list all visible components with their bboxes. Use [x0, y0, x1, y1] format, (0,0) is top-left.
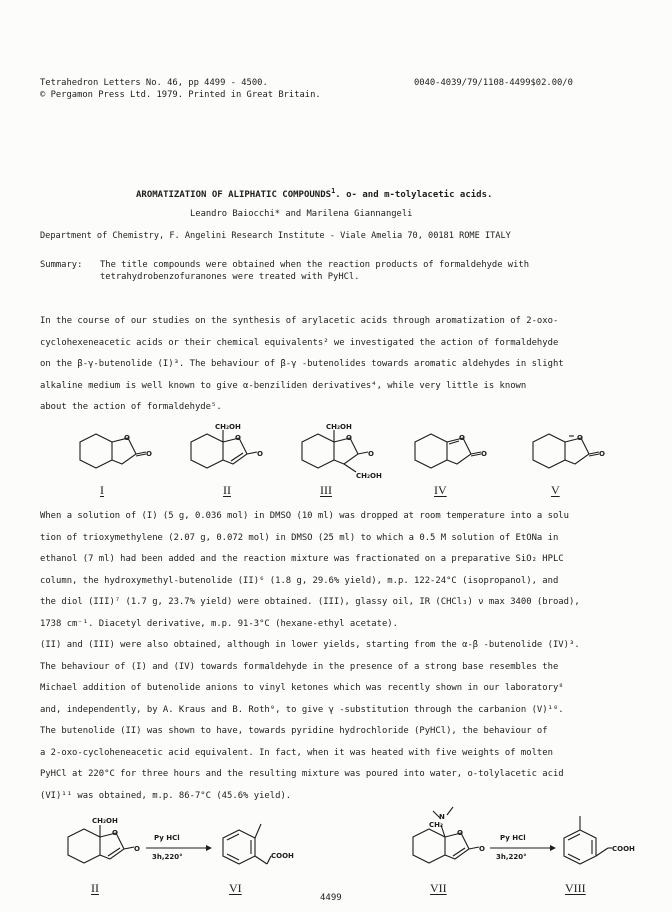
label-II: II	[223, 483, 231, 497]
reaction-arrow-2	[490, 843, 556, 853]
oxygen-atom: O	[124, 434, 130, 442]
oxygen-atom: O	[112, 829, 118, 837]
text-line: The butenolide (II) was shown to have, towards pyridine hydrochloride (PyHCl), the behaviour of	[40, 726, 548, 736]
label-III: III	[320, 483, 332, 497]
ch2oh-group: CH₂OH	[326, 423, 352, 431]
structure-I	[70, 432, 150, 487]
oxygen-atom: O	[346, 434, 352, 442]
nitrogen-atom: N	[439, 813, 445, 821]
label-IV: IV	[434, 483, 447, 497]
text-line: alkaline medium is well known to give α-benziliden derivatives⁴, while very little is known	[40, 380, 527, 391]
ch2-group: CH₂	[429, 821, 444, 829]
summary-line-1: The title compounds were obtained when the reaction products of formaldehyde with	[100, 260, 529, 270]
structure-IV	[405, 430, 485, 485]
oxygen-atom: O	[457, 829, 463, 837]
text-line: column, the hydroxymethyl-butenolide (II)⁶ (1.8 g, 29.6% yield), m.p. 122-24°C (isopropanol), and	[40, 575, 559, 586]
summary-line-2: tetrahydrobenzofuranones were treated with PyHCl.	[100, 272, 360, 282]
ch2oh-group: CH₂OH	[92, 817, 118, 825]
text-line: In the course of our studies on the synthesis of arylacetic acids through aromatization of 2-oxo-	[40, 316, 559, 326]
text-line: ethanol (7 ml) had been added and the reaction mixture was fractionated on a preparative SiO₂ HPLC	[40, 554, 564, 564]
text-line: tion of trioxymethylene (2.07 g, 0.072 mol) in DMSO (25 ml) to which a 0.5 M solution of EtONa in	[40, 532, 559, 543]
journal-citation: Tetrahedron Letters No. 46, pp 4499 - 4500.	[40, 78, 268, 88]
scheme-structure-VII	[405, 805, 495, 880]
carboxylic-acid-group: COOH	[271, 852, 294, 860]
oxygen-atom: O	[577, 434, 583, 442]
affiliation: Department of Chemistry, F. Angelini Research Institute - Viale Amelia 70, 00181 ROME ITALY	[40, 231, 511, 241]
scheme-label-VIII: VIII	[565, 881, 586, 895]
text-line: When a solution of (I) (5 g, 0.036 mol) in DMSO (10 ml) was dropped at room temperature into a solu	[40, 511, 569, 521]
text-line: (II) and (III) were also obtained, although in lower yields, starting from the α-β -butenolide (IV)³.	[40, 640, 580, 650]
intro-paragraph	[40, 311, 640, 419]
carbonyl-oxygen: O	[479, 845, 485, 853]
oxygen-atom: O	[235, 434, 241, 442]
article-title	[136, 187, 492, 200]
scheme-structure-VIII	[556, 812, 656, 877]
carbonyl-oxygen: O	[481, 450, 487, 458]
copyright-line: © Pergamon Press Ltd. 1979. Printed in Great Britain.	[40, 90, 321, 100]
carboxylic-acid-group: COOH	[612, 845, 635, 853]
experimental-paragraph	[40, 506, 640, 807]
oxygen-atom: O	[459, 434, 465, 442]
reagent-label-2: Py HCl	[500, 834, 526, 842]
carbonyl-oxygen: O	[368, 450, 374, 458]
page-number: 4499	[320, 893, 342, 903]
structure-V	[523, 430, 603, 485]
text-line: PyHCl at 220°C for three hours and the resulting mixture was poured into water, o-tolylacetic acid	[40, 769, 564, 779]
title-rest: . o- and m-tolylacetic acids.	[335, 190, 493, 200]
summary-label: Summary:	[40, 260, 83, 270]
text-line: The behaviour of (I) and (IV) towards formaldehyde in the presence of a strong base resembles the	[40, 661, 559, 672]
text-line: a 2-oxo-cycloheneacetic acid equivalent. In fact, when it was heated with five weights of molten	[40, 747, 553, 758]
text-line: cyclohexeneacetic acids or their chemical equivalents² we investigated the action of formaldehyde	[40, 337, 559, 348]
scheme-label-VI: VI	[229, 881, 242, 895]
text-line: the diol (III)⁷ (1.7 g, 23.7% yield) were obtained. (III), glassy oil, IR (CHCl₃) ν max 3400 (broad),	[40, 597, 580, 607]
structure-III	[296, 424, 396, 484]
carbonyl-oxygen: O	[146, 450, 152, 458]
reagent-label: Py HCl	[154, 834, 180, 842]
text-line: and, independently, by A. Kraus and B. Roth⁹, to give γ -substitution through the carbanion (V)¹⁰.	[40, 704, 564, 715]
text-line: about the action of formaldehyde⁵.	[40, 402, 222, 412]
reaction-arrow	[146, 843, 212, 853]
scheme-structure-II	[60, 815, 150, 880]
text-line: Michael addition of butenolide anions to vinyl ketones which was recently shown in our laboratory⁸	[40, 683, 564, 693]
text-line: on the β-γ-butenolide (I)³. The behaviour of β-γ -butenolides towards aromatic aldehydes in slight	[40, 359, 564, 369]
conditions-label-2: 3h,220°	[496, 853, 527, 861]
carbonyl-oxygen: O	[134, 845, 140, 853]
scheme-structure-VI	[215, 818, 305, 878]
article-code: 0040-4039/79/1108-4499$02.00/0	[414, 78, 573, 88]
label-I: I	[100, 483, 104, 497]
scheme-label-VII: VII	[430, 881, 447, 895]
conditions-label: 3h,220°	[152, 853, 183, 861]
structure-II	[185, 424, 265, 484]
title-main: AROMATIZATION OF ALIPHATIC COMPOUNDS	[136, 190, 332, 200]
text-line: 1738 cm⁻¹. Diacetyl derivative, m.p. 91-3°C (hexane-ethyl acetate).	[40, 618, 398, 629]
carbonyl-oxygen: O	[257, 450, 263, 458]
scheme-label-II: II	[91, 881, 99, 895]
title-footnote: 1	[331, 187, 336, 195]
carbonyl-oxygen: O	[599, 450, 605, 458]
authors: Leandro Baiocchi* and Marilena Giannangeli	[190, 209, 413, 219]
ch2oh-side-group: CH₂OH	[356, 472, 382, 480]
label-V: V	[551, 483, 560, 497]
ch2oh-group: CH₂OH	[215, 423, 241, 431]
text-line: (VI)¹¹ was obtained, m.p. 86-7°C (45.6% yield).	[40, 790, 292, 801]
